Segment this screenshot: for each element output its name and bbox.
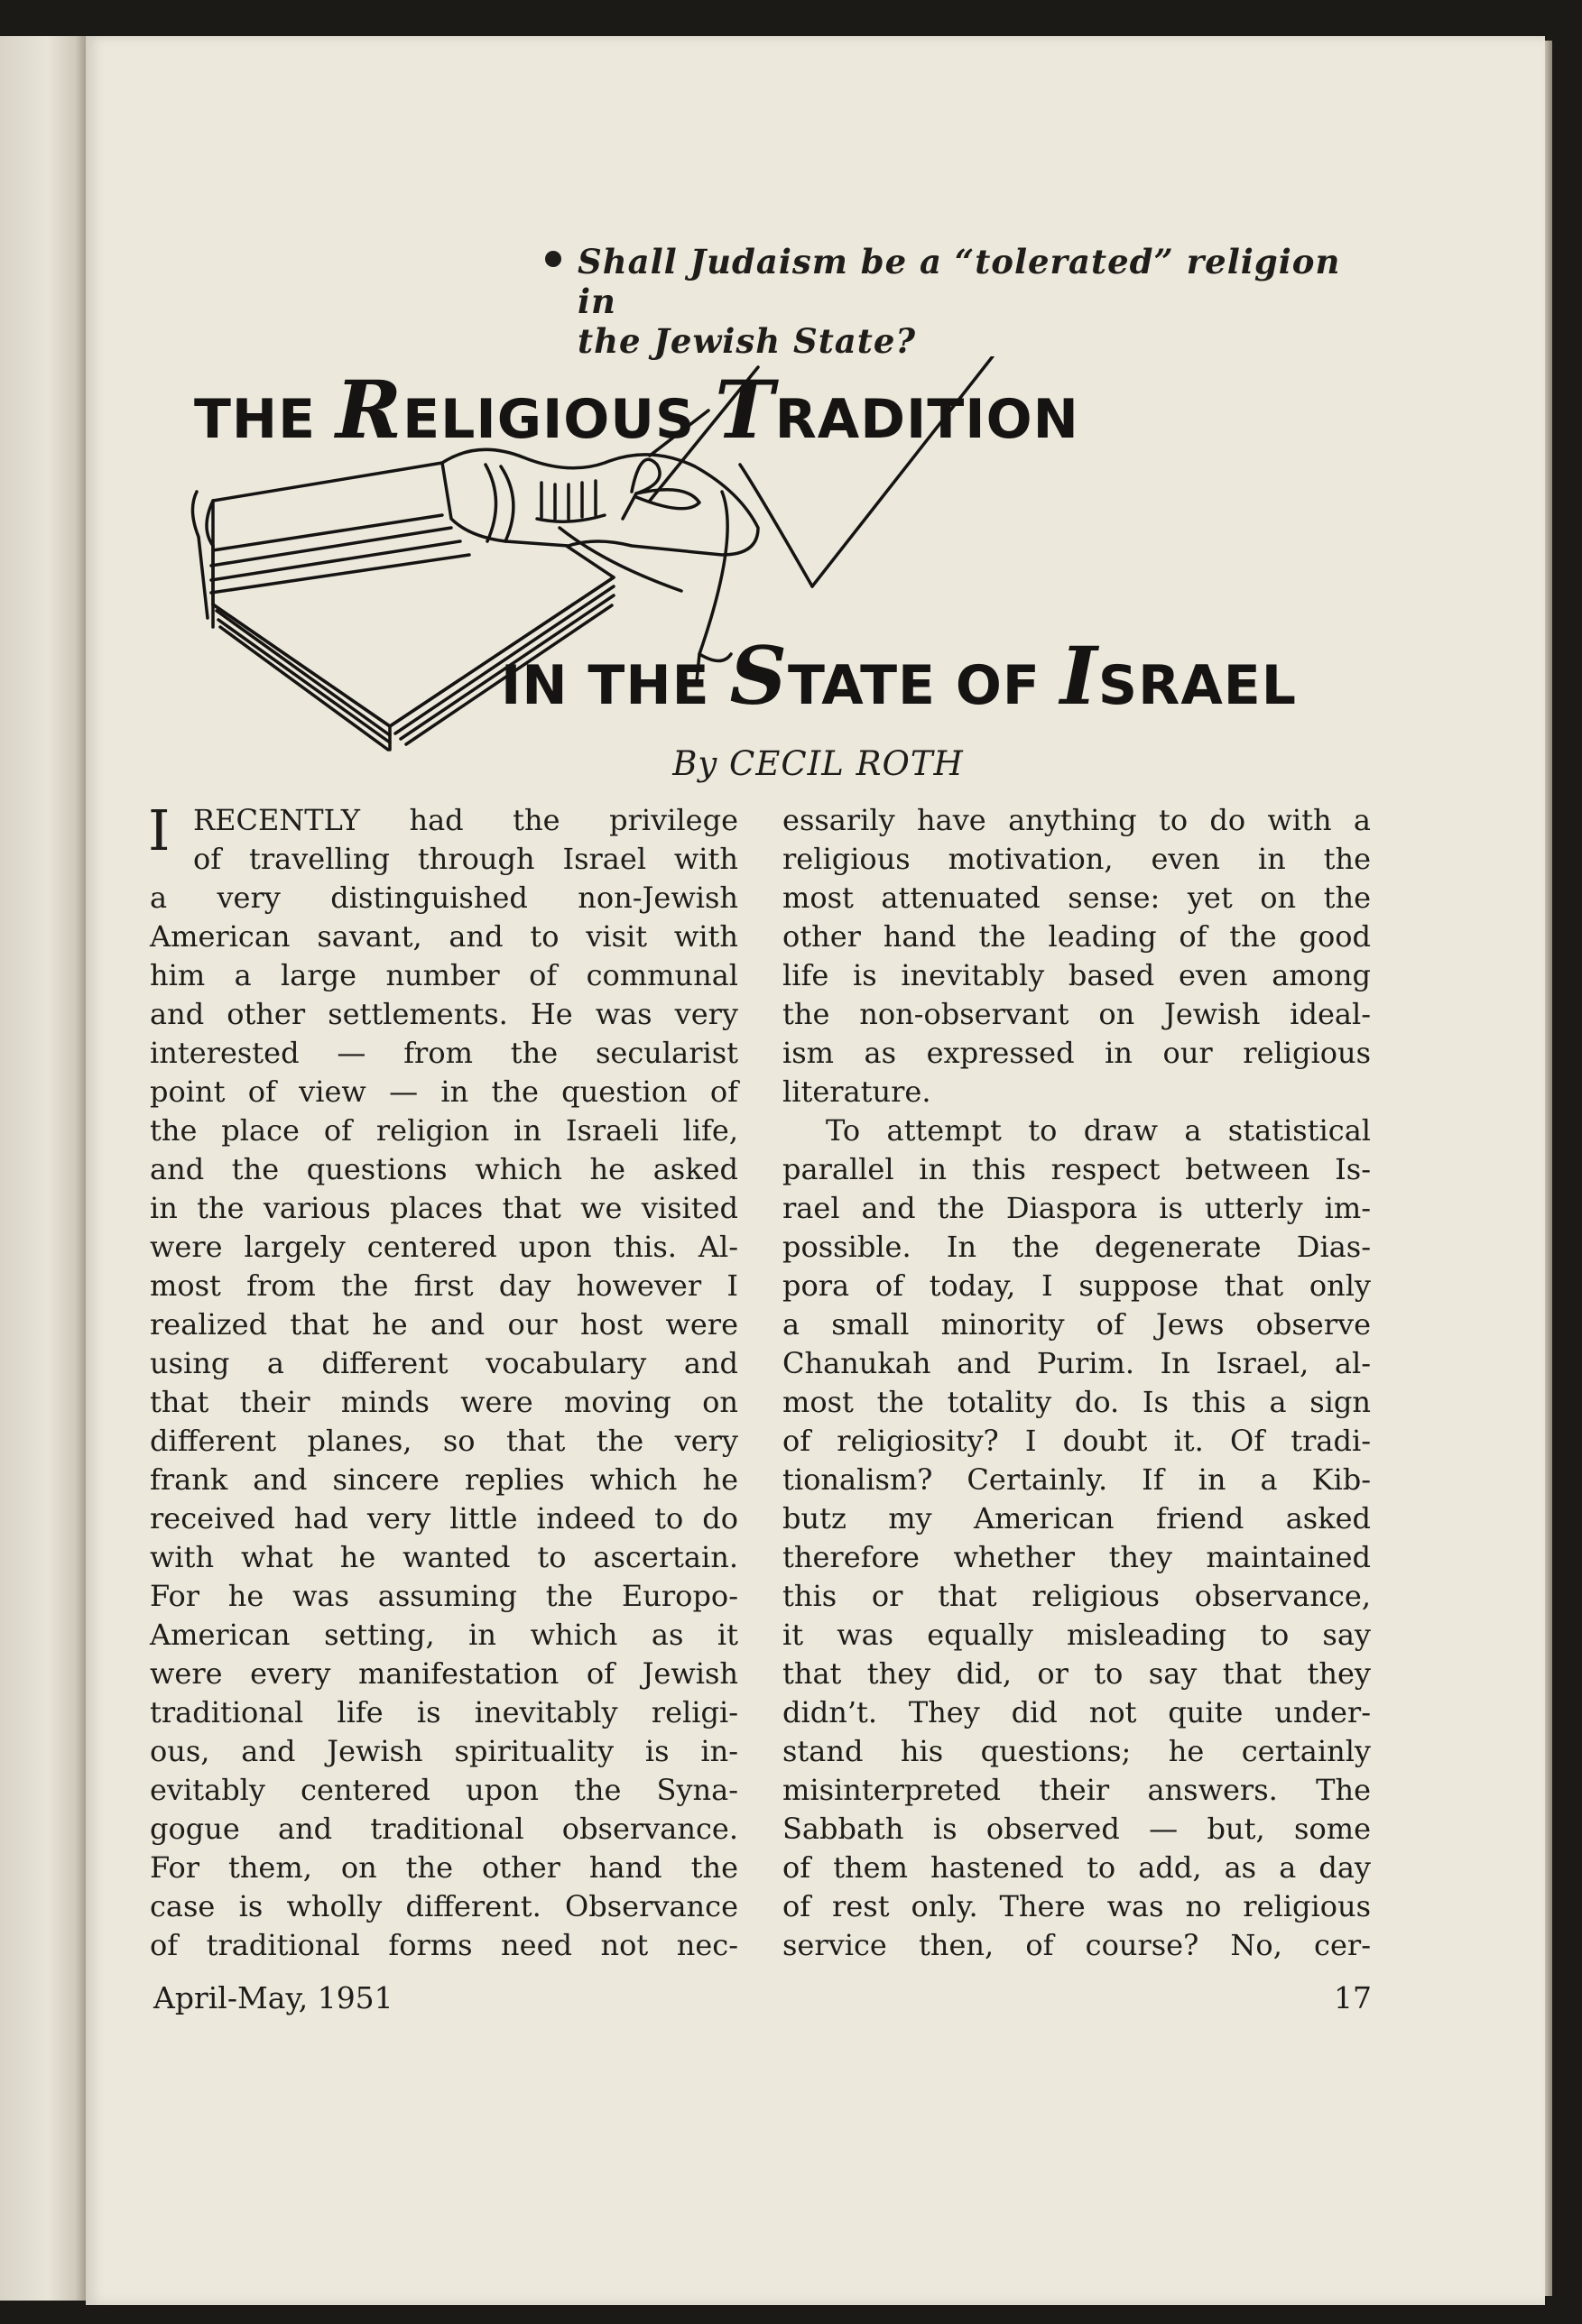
drop-cap: I	[148, 798, 171, 863]
text-line: RECENTLY had the privilege	[193, 803, 738, 837]
text-line: the place of religion in Israeli life,	[150, 1113, 738, 1148]
title-swash-s: S	[729, 629, 789, 723]
text-line: using a different vocabulary and	[150, 1346, 738, 1380]
text-line: and other settlements. He was very	[150, 997, 738, 1031]
text-line: rael and the Diaspora is utterly im-	[782, 1191, 1371, 1225]
page-edge-shadow	[1545, 41, 1552, 2296]
text-line: pora of today, I suppose that only	[782, 1268, 1371, 1303]
text-line: For he was assuming the Europo-	[150, 1579, 738, 1613]
text-line: interested — from the secularist	[150, 1036, 738, 1070]
text-line: life is inevitably based even among	[782, 958, 1371, 992]
byline: By CECIL ROTH	[672, 744, 964, 783]
text-line: stand his questions; he certainly	[782, 1734, 1371, 1768]
text-line: traditional life is inevitably religi-	[150, 1695, 738, 1729]
text-line: and the questions which he asked	[150, 1152, 738, 1186]
issue-date: April-May, 1951	[153, 1980, 393, 2015]
text-line: most from the first day however I	[150, 1268, 738, 1303]
text-line: religious motivation, even in the	[782, 842, 1371, 876]
text-line: received had very little indeed to do	[150, 1501, 738, 1536]
text-line: literature.	[782, 1074, 931, 1109]
text-line: gogue and traditional observance.	[150, 1812, 738, 1846]
text-line: Chanukah and Purim. In Israel, al-	[782, 1346, 1371, 1380]
text-line: this or that religious observance,	[782, 1579, 1371, 1613]
text-line: that they did, or to say that they	[782, 1656, 1371, 1691]
text-line: of religiosity? I doubt it. Of tradi-	[782, 1424, 1371, 1458]
bullet-icon	[545, 251, 561, 267]
text-line: of them hastened to add, as a day	[782, 1850, 1371, 1885]
text-line: American setting, in which as it	[150, 1618, 738, 1652]
text-line: the non-observant on Jewish ideal-	[782, 997, 1371, 1031]
text-line: most the totality do. Is this a sign	[782, 1385, 1371, 1419]
text-line: didn’t. They did not quite under-	[782, 1695, 1371, 1729]
adjacent-page-edge	[0, 36, 86, 2301]
text-line: point of view — in the question of	[150, 1074, 738, 1109]
text-line: For them, on the other hand the	[150, 1850, 738, 1885]
text-line: of rest only. There was no religious	[782, 1889, 1371, 1923]
text-line: it was equally misleading to say	[782, 1618, 1371, 1652]
text-line: other hand the leading of the good	[782, 919, 1371, 954]
article-title-line-2	[501, 629, 1297, 723]
text-line: case is wholly different. Observance	[150, 1889, 738, 1923]
text-line: frank and sincere replies which he	[150, 1462, 738, 1497]
text-line: realized that he and our host were	[150, 1307, 738, 1342]
article-column-right	[782, 801, 1371, 1965]
title-swash-t: T	[715, 363, 775, 456]
text-line: ous, and Jewish spirituality is in-	[150, 1734, 738, 1768]
text-line: were every manifestation of Jewish	[150, 1656, 738, 1691]
text-line: that their minds were moving on	[150, 1385, 738, 1419]
text-line: misinterpreted their answers. The	[782, 1773, 1371, 1807]
page-number: 17	[1334, 1980, 1372, 2015]
text-line: him a large number of communal	[150, 958, 738, 992]
text-line: of travelling through Israel with	[193, 842, 738, 876]
title-word-srael: SRAEL	[1097, 654, 1297, 717]
text-line: evitably centered upon the Syna-	[150, 1773, 738, 1807]
text-line: service then, of course? No, cer-	[782, 1928, 1371, 1962]
text-line: essarily have anything to do with a	[782, 803, 1371, 837]
text-line: a small minority of Jews observe	[782, 1307, 1371, 1342]
teaser-line-1: Shall Judaism be a “tolerated” religion in	[578, 242, 1341, 321]
title-word-in-the: IN THE	[501, 654, 730, 717]
text-line: parallel in this respect between Is-	[782, 1152, 1371, 1186]
text-line: were largely centered upon this. Al-	[150, 1230, 738, 1264]
text-line: therefore whether they maintained	[782, 1540, 1371, 1574]
title-word-radition: RADITION	[774, 388, 1079, 451]
article-column-left	[148, 798, 738, 1965]
text-line: American savant, and to visit with	[150, 919, 738, 954]
text-line: butz my American friend asked	[782, 1501, 1371, 1536]
title-word-tate-of: TATE OF	[788, 654, 1060, 717]
text-line: a very distinguished non-Jewish	[150, 881, 738, 915]
title-swash-r: R	[336, 363, 403, 456]
title-word-the: THE	[194, 388, 337, 451]
text-line: tionalism? Certainly. If in a Kib-	[782, 1462, 1371, 1497]
title-word-eligious: ELIGIOUS	[402, 388, 716, 451]
teaser-text	[578, 242, 1390, 361]
title-swash-i: I	[1059, 629, 1098, 723]
text-line: of traditional forms need not nec-	[150, 1928, 738, 1962]
text-line: To attempt to draw a statistical	[826, 1113, 1371, 1148]
text-line: different planes, so that the very	[150, 1424, 738, 1458]
teaser-line-2: the Jewish State?	[578, 321, 917, 361]
text-line: Sabbath is observed — but, some	[782, 1812, 1371, 1846]
text-line: possible. In the degenerate Dias-	[782, 1230, 1371, 1264]
text-line: ism as expressed in our religious	[782, 1036, 1371, 1070]
text-line: with what he wanted to ascertain.	[150, 1540, 738, 1574]
text-line: most attenuated sense: yet on the	[782, 881, 1371, 915]
article-title-line-1	[194, 363, 1079, 456]
text-line: in the various places that we visited	[150, 1191, 738, 1225]
